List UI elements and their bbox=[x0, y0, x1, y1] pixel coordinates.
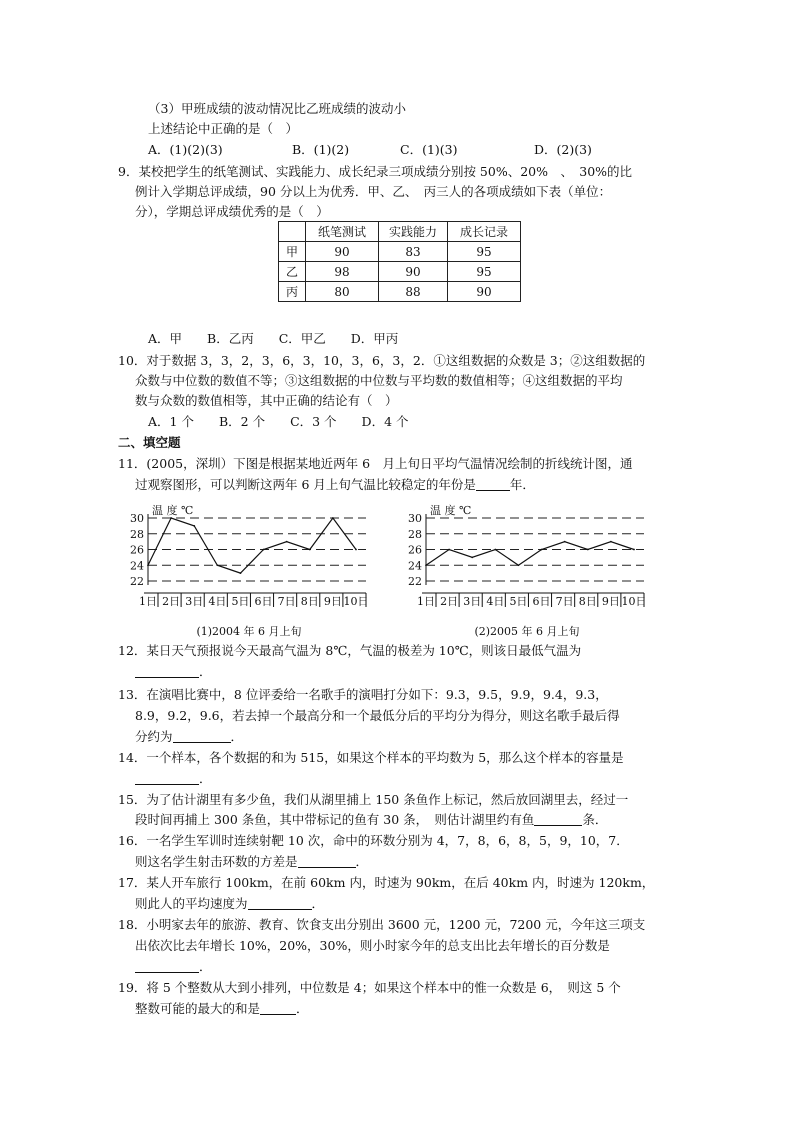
answer-blank[interactable] bbox=[135, 770, 199, 785]
data-point bbox=[286, 541, 288, 543]
x-tick-label: 9日 bbox=[601, 595, 620, 608]
table-row bbox=[279, 242, 521, 262]
q11-suffix: 年． bbox=[509, 477, 535, 492]
table-corner bbox=[279, 222, 306, 242]
table-header: 实践能力 bbox=[379, 222, 448, 242]
y-tick-label: 24 bbox=[408, 559, 422, 573]
series-line bbox=[426, 542, 634, 566]
answer-blank[interactable] bbox=[135, 663, 199, 678]
q13-line3 bbox=[135, 728, 243, 746]
x-tick-label: 8日 bbox=[578, 595, 597, 608]
answer-blank[interactable] bbox=[173, 728, 231, 743]
data-point bbox=[240, 572, 242, 574]
table-header-row bbox=[279, 222, 521, 242]
q13-text: 分约为 bbox=[135, 729, 173, 744]
y-tick-label: 24 bbox=[130, 559, 144, 573]
q13-suffix: ． bbox=[230, 729, 244, 744]
q18-line3 bbox=[135, 958, 212, 976]
q8-option: C．(1)(3) bbox=[400, 142, 458, 157]
y-tick-label: 30 bbox=[130, 512, 144, 525]
x-tick-label: 4日 bbox=[486, 595, 505, 608]
x-tick-label: 2日 bbox=[440, 595, 459, 608]
data-point bbox=[541, 549, 543, 551]
q13-line2: 8.9，9.2，9.6，若去掉一个最高分和一个最低分后的平均分为得分，则这名歌手最后得 bbox=[135, 708, 620, 723]
table-cell: 88 bbox=[379, 282, 448, 302]
q10-line1: 10．对于数据 3，3，2，3，6，3，10，3，6，3，2．①这组数据的众数是 3；②这组数据的 bbox=[118, 353, 646, 368]
q10-line3: 数与众数的数值相等，其中正确的结论有（ ） bbox=[135, 393, 398, 408]
q9-line1: 9．某校把学生的纸笔测试、实践能力、成长纪录三项成绩分别按 50%、20% 、 30%的比 bbox=[118, 164, 633, 179]
table-cell: 90 bbox=[306, 242, 379, 262]
x-tick-label: 6日 bbox=[532, 595, 551, 608]
x-tick-label: 5日 bbox=[509, 595, 528, 608]
chart-title: 温 度 ℃ bbox=[430, 504, 472, 517]
q15-line1: 15．为了估计湖里有多少鱼，我们从湖里捕上 150 条鱼作上标记，然后放回湖里去，经过一 bbox=[118, 792, 629, 807]
data-point bbox=[587, 549, 589, 551]
q8-option: A．(1)(2)(3) bbox=[148, 142, 223, 157]
data-point bbox=[332, 517, 334, 519]
q17-line2 bbox=[135, 895, 324, 913]
table-row bbox=[279, 262, 521, 282]
table-header: 成长记录 bbox=[448, 222, 521, 242]
x-tick-label: 1日 bbox=[417, 595, 435, 608]
table-cell: 90 bbox=[448, 282, 521, 302]
answer-blank[interactable] bbox=[135, 958, 199, 973]
section-heading: 二、填空题 bbox=[118, 435, 181, 450]
line-chart-2005 bbox=[396, 502, 658, 640]
x-tick-label: 6日 bbox=[254, 595, 273, 608]
q15-line2 bbox=[135, 811, 607, 829]
q8-prompt: 上述结论中正确的是（ ） bbox=[148, 121, 299, 136]
x-tick-label: 10日 bbox=[343, 595, 369, 608]
answer-blank[interactable] bbox=[248, 895, 312, 910]
y-tick-label: 30 bbox=[408, 512, 422, 525]
data-point bbox=[147, 564, 149, 566]
data-point bbox=[471, 556, 473, 558]
q18-suffix: ． bbox=[199, 959, 212, 974]
q14-line2 bbox=[135, 770, 212, 788]
y-tick-label: 26 bbox=[130, 543, 144, 557]
answer-blank[interactable] bbox=[476, 476, 510, 491]
q9-line3: 分），学期总评成绩优秀的是（ ） bbox=[135, 204, 329, 219]
answer-blank[interactable] bbox=[298, 853, 356, 868]
data-point bbox=[494, 549, 496, 551]
y-tick-label: 22 bbox=[408, 575, 422, 588]
q12-line2 bbox=[135, 663, 212, 681]
q8-option: D．(2)(3) bbox=[534, 142, 592, 157]
q9-line2: 例计入学期总评成绩，90 分以上为优秀．甲、乙、 丙三人的各项成绩如下表（单位： bbox=[135, 184, 612, 199]
x-tick-label: 3日 bbox=[185, 595, 204, 608]
q16-line2 bbox=[135, 853, 368, 871]
q10-line2: 众数与中位数的数值不等；③这组数据的中位数与平均数的数值相等；④这组数据的平均 bbox=[135, 373, 623, 388]
table-cell: 95 bbox=[448, 242, 521, 262]
data-point bbox=[633, 549, 635, 551]
row-label: 甲 bbox=[279, 242, 306, 262]
data-point bbox=[518, 564, 520, 566]
q11-line1: 11．(2005，深圳）下图是根据某地近两年 6 月上旬日平均气温情况绘制的折线统计图，通 bbox=[118, 456, 633, 471]
q14-line1: 14．一个样本，各个数据的和为 515，如果这个样本的平均数为 5，那么这个样本的容量是 bbox=[118, 750, 624, 765]
q19-line1: 19．将 5 个整数从大到小排列，中位数是 4；如果这个样本中的惟一众数是 6， 则这 5 个 bbox=[118, 980, 621, 995]
q17-suffix: ． bbox=[311, 896, 325, 911]
data-point bbox=[263, 549, 265, 551]
data-point bbox=[309, 549, 311, 551]
table-cell: 98 bbox=[306, 262, 379, 282]
q12-line1: 12．某日天气预报说今天最高气温为 8℃，气温的极差为 10℃，则该日最低气温为 bbox=[118, 643, 582, 658]
q19-line2 bbox=[135, 1000, 309, 1018]
x-tick-label: 1日 bbox=[139, 595, 157, 608]
q10-options: A．1 个 B．2 个 C．3 个 D．4 个 bbox=[148, 414, 409, 429]
data-point bbox=[564, 541, 566, 543]
q9-options: A．甲 B．乙丙 C．甲乙 D．甲丙 bbox=[148, 331, 399, 346]
q16-suffix: ． bbox=[355, 854, 369, 869]
chart-caption: (1)2004 年 6 月上旬 bbox=[196, 625, 302, 638]
q11-line2 bbox=[135, 476, 535, 494]
table-cell: 80 bbox=[306, 282, 379, 302]
q19-suffix: ． bbox=[296, 1001, 309, 1016]
x-tick-label: 7日 bbox=[555, 595, 574, 608]
chart-title: 温 度 ℃ bbox=[152, 504, 194, 517]
q18-line2: 出依次比去年增长 10%，20%，30%，则小时家今年的总支出比去年增长的百分数是 bbox=[135, 938, 610, 953]
x-tick-label: 4日 bbox=[208, 595, 227, 608]
q12-suffix: ． bbox=[199, 664, 212, 679]
x-tick-label: 7日 bbox=[277, 595, 296, 608]
row-label: 丙 bbox=[279, 282, 306, 302]
table-row bbox=[279, 282, 521, 302]
y-tick-label: 26 bbox=[408, 543, 422, 557]
q11-text: 过观察图形，可以判断这两年 6 月上旬气温比较稳定的年份是 bbox=[135, 477, 476, 492]
table-cell: 95 bbox=[448, 262, 521, 282]
data-point bbox=[448, 549, 450, 551]
data-point bbox=[610, 541, 612, 543]
table-cell: 83 bbox=[379, 242, 448, 262]
chart-caption: (2)2005 年 6 月上旬 bbox=[474, 625, 580, 638]
data-point bbox=[193, 525, 195, 527]
row-label: 乙 bbox=[279, 262, 306, 282]
data-point bbox=[216, 564, 218, 566]
x-tick-label: 9日 bbox=[323, 595, 342, 608]
q15-suffix: 条． bbox=[582, 812, 608, 827]
x-tick-label: 10日 bbox=[621, 595, 647, 608]
y-tick-label: 28 bbox=[130, 527, 144, 541]
data-point bbox=[355, 549, 357, 551]
data-point bbox=[170, 517, 172, 519]
y-tick-label: 28 bbox=[408, 527, 422, 541]
x-tick-label: 3日 bbox=[463, 595, 482, 608]
q8-statement-3: （3）甲班成绩的波动情况比乙班成绩的波动小 bbox=[148, 101, 406, 116]
score-table bbox=[278, 221, 521, 302]
q19-text: 整数可能的最大的和是 bbox=[135, 1001, 261, 1016]
q13-line1: 13．在演唱比赛中，8 位评委给一名歌手的演唱打分如下：9.3，9.5，9.9，9.4，9.3， bbox=[118, 687, 608, 702]
x-tick-label: 5日 bbox=[231, 595, 250, 608]
q16-text: 则这名学生射击环数的方差是 bbox=[135, 854, 298, 869]
x-tick-label: 8日 bbox=[300, 595, 319, 608]
answer-blank[interactable] bbox=[260, 1000, 296, 1015]
table-cell: 90 bbox=[379, 262, 448, 282]
data-point bbox=[425, 564, 427, 566]
table-header: 纸笔测试 bbox=[306, 222, 379, 242]
q17-text: 则此人的平均速度为 bbox=[135, 896, 248, 911]
q18-line1: 18．小明家去年的旅游、教育、饮食支出分别出 3600 元，1200 元，7200 元，今年这三项支 bbox=[118, 917, 646, 932]
q15-text: 段时间再捕上 300 条鱼，其中带标记的鱼有 30 条， 则估计湖里约有鱼 bbox=[135, 812, 535, 827]
x-tick-label: 2日 bbox=[162, 595, 181, 608]
answer-blank[interactable] bbox=[534, 811, 582, 826]
q8-option: B．(1)(2) bbox=[292, 142, 350, 157]
line-chart-2004 bbox=[118, 502, 380, 640]
q14-suffix: ． bbox=[199, 771, 212, 786]
q17-line1: 17．某人开车旅行 100km，在前 60km 内，时速为 90km，在后 40km 内，时速为 120km， bbox=[118, 875, 655, 890]
y-tick-label: 22 bbox=[130, 575, 144, 588]
q16-line1: 16．一名学生军训时连续射靶 10 次，命中的环数分别为 4，7，8，6，8，5，9，10，7． bbox=[118, 833, 629, 848]
